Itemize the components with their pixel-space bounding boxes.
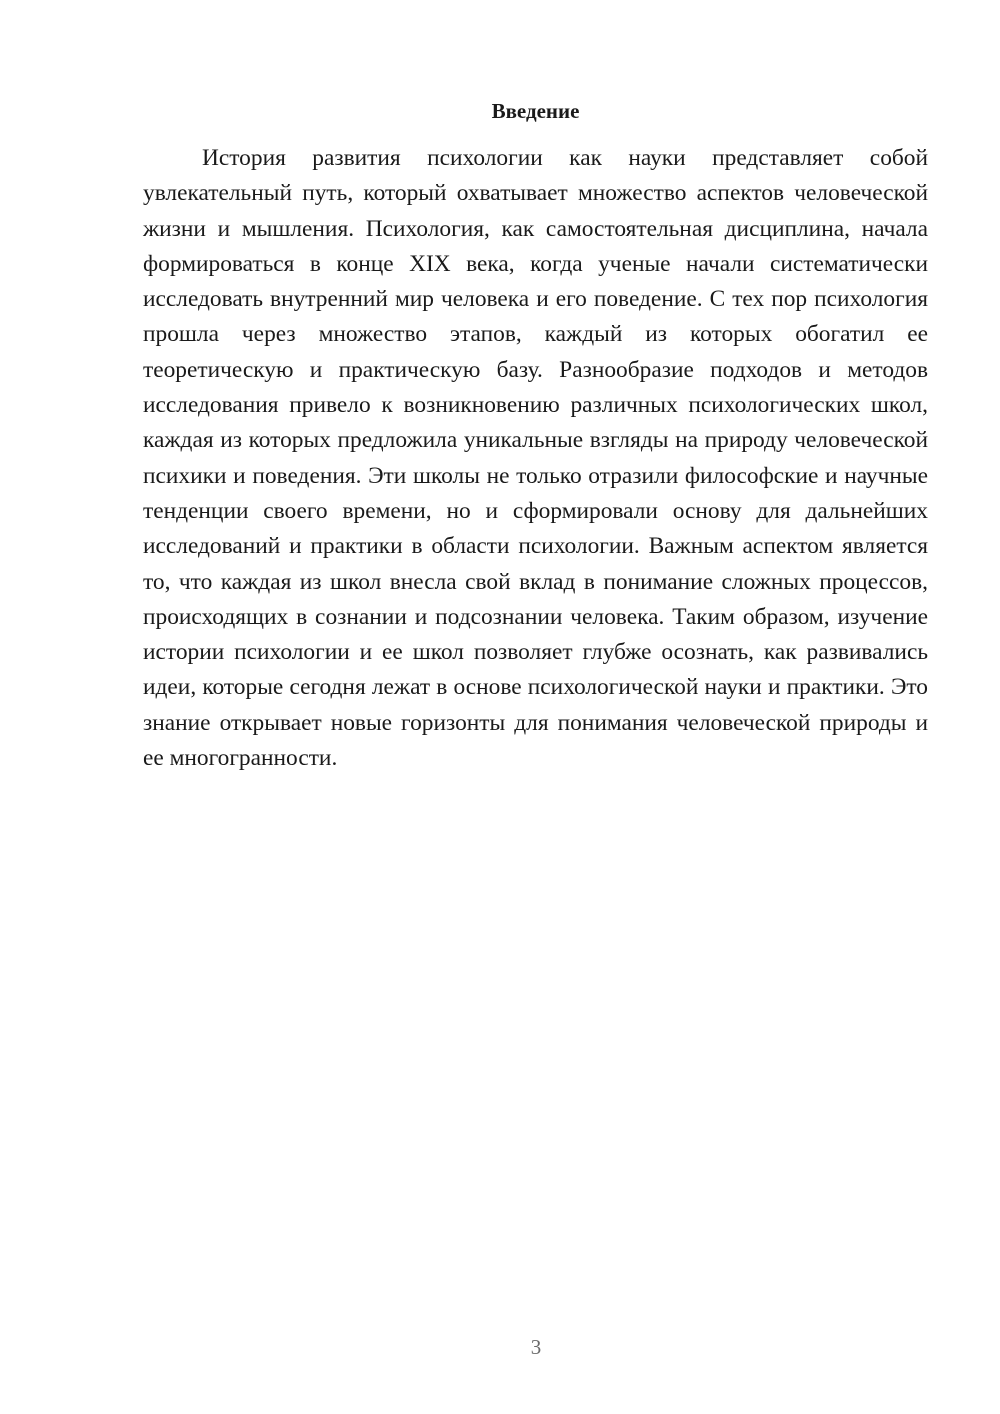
intro-paragraph: История развития психологии как науки представляет собой увлекательный путь, который охватывает множество аспектов человеческой жизни и мышления. Психология, как самостоятельная дисциплина, начала формироваться в конце XIX века, когда ученые начали систематически исследовать внутренний мир человека и его поведение. С тех пор психология прошла через множество этапов, каждый из которых обогатил ее теоретическую и практическую базу. Разнообразие подходов и методов исследования привело к возникновению различных психологических школ, каждая из которых предложила уникальные взгляды на природу человеческой психики и поведения. Эти школы не только отразили философские и научные тенденции своего времени, но и сформировали основу для дальнейших исследований и практики в области психологии. Важным аспектом является то, что каждая из школ внесла свой вклад в понимание сложных процессов, происходящих в сознании и подсознании человека. Таким образом, изучение истории психологии и ее школ позволяет глубже осознать, как развивались идеи, которые сегодня лежат в основе психологической науки и практики. Это знание открывает новые горизонты для понимания человеческой природы и ее многогранности. bbox=[143, 145, 928, 772]
page-number: 3 bbox=[530, 1335, 542, 1359]
section-heading: Введение bbox=[491, 99, 580, 123]
